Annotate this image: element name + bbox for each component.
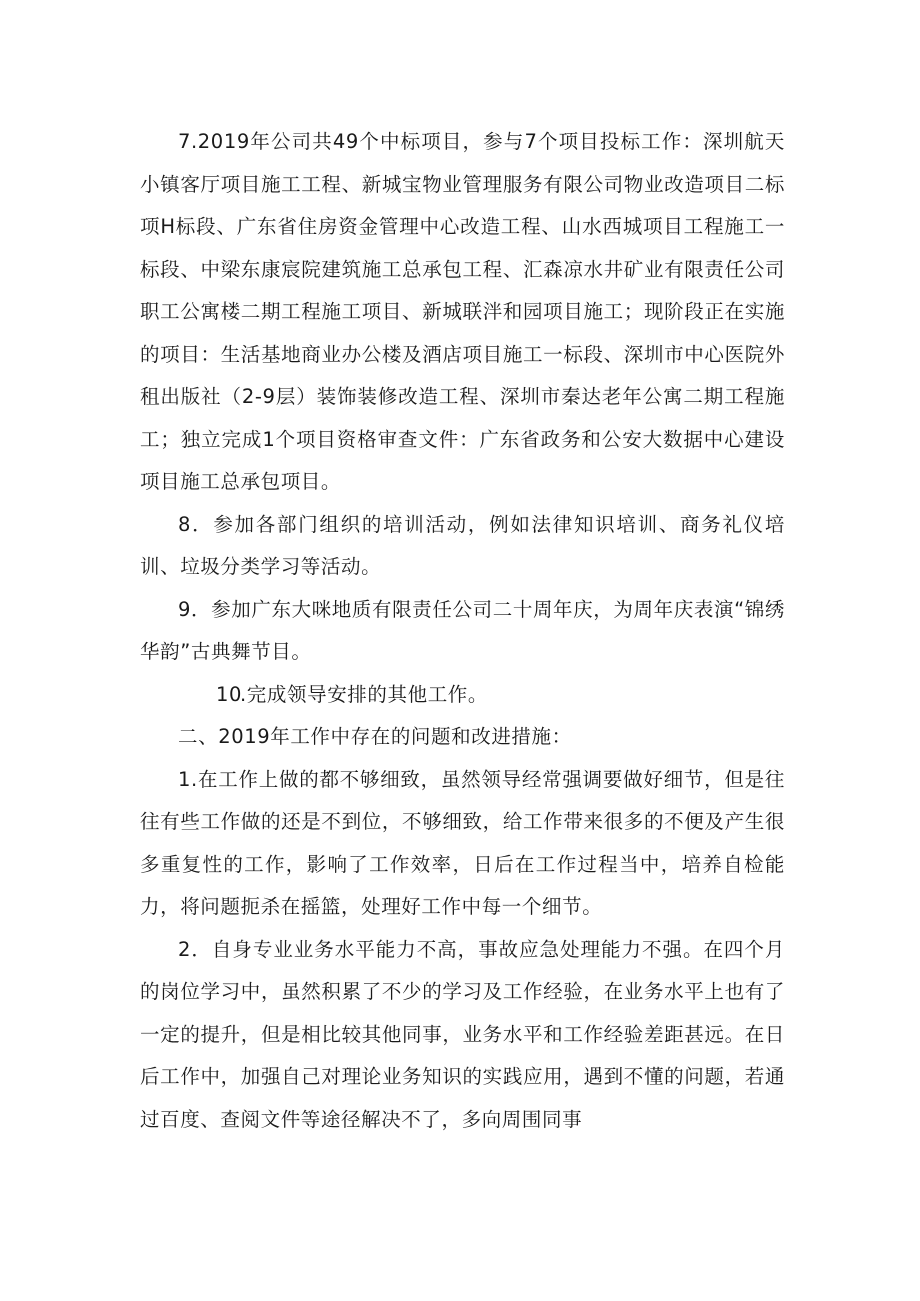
document-body xyxy=(140,121,785,1141)
paragraph-item-8: 8．参加各部门组织的培训活动，例如法律知识培训、商务礼仪培训、垃圾分类学习等活动。 xyxy=(140,512,785,578)
paragraph-problem-2: 2．自身专业业务水平能力不高，事故应急处理能力不强。在四个月的岗位学习中，虽然积累了不少的学习及工作经验，在业务水平上也有了一定的提升，但是相比较其他同事，业务水平和工作经验差距甚远。在日后工作中，加强自己对理论业务知识的实践应用，遇到不懂的问题，若通过百度、查阅文件等途径解决不了，多向周围同事 xyxy=(140,937,785,1131)
paragraph-item-10 xyxy=(140,674,785,717)
paragraph-item-9: 9．参加广东大咪地质有限责任公司二十周年庆，为周年庆表演“锦绣华韵”古典舞节目。 xyxy=(140,597,785,663)
section-heading-problems: 二、2019年工作中存在的问题和改进措施： xyxy=(178,725,572,748)
paragraph-problem-1: 1.在工作上做的都不够细致，虽然领导经常强调要做好细节，但是往往有些工作做的还是不到位，不够细致，给工作带来很多的不便及产生很多重复性的工作，影响了工作效率，日后在工作过程当中，培养自检能力，将问题扼杀在摇篮，处理好工作中每一个细节。 xyxy=(140,767,785,918)
item-10-text: .完成领导安排的其他工作。 xyxy=(240,682,488,706)
item-10-number: 10 xyxy=(216,682,243,706)
paragraph-item-7: 7.2019年公司共49个中标项目，参与7个项目投标工作：深圳航天小镇客厅项目施工工程、新城宝物业管理服务有限公司物业改造项目二标项H标段、广东省住房资金管理中心改造工程、山水西城项目工程施工一标段、中梁东康宸院建筑施工总承包工程、汇森凉水井矿业有限责任公司职工公寓楼二期工程施工项目、新城联泮和园项目施工；现阶段正在实施的项目：生活基地商业办公楼及酒店项目施工一标段、深圳市中心医院外租出版社（2-9层）装饰装修改造工程、深圳市秦达老年公寓二期工程施工；独立完成1个项目资格审查文件：广东省政务和公安大数据中心建设项目施工总承包项目。 xyxy=(140,130,785,493)
